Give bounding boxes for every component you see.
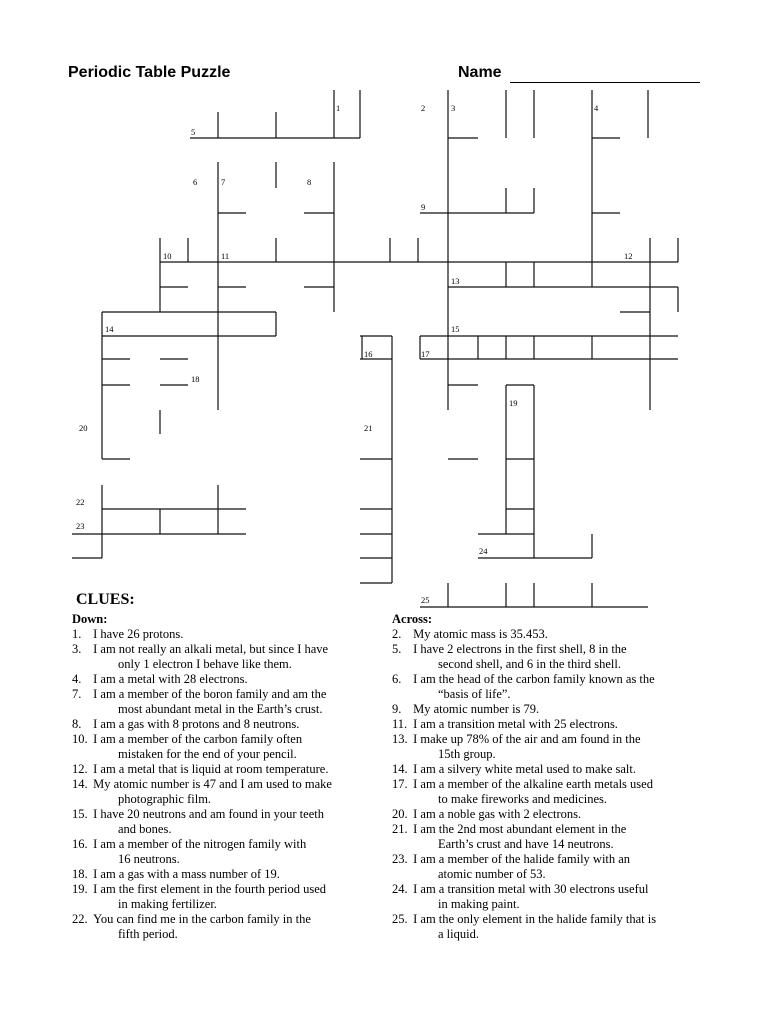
- clue-number: 10.: [72, 732, 88, 746]
- grid-number-19: 19: [509, 398, 518, 408]
- grid-number-3: 3: [451, 103, 456, 113]
- grid-number-12: 12: [624, 251, 633, 261]
- name-label: Name: [458, 64, 502, 81]
- grid-lines: [72, 90, 678, 607]
- clue-text-continued: “basis of life”.: [438, 687, 511, 701]
- clue-text: I am a metal that is liquid at room temperature.: [90, 762, 329, 776]
- grid-number-8: 8: [307, 177, 312, 187]
- across-clue: [392, 762, 712, 777]
- clue-text: My atomic number is 79.: [410, 702, 540, 716]
- clue-text-continued: in making paint.: [438, 897, 520, 911]
- clue-text-continued: atomic number of 53.: [438, 867, 546, 881]
- grid-number-22: 22: [76, 497, 85, 507]
- clue-text: I am the head of the carbon family known as the: [410, 672, 655, 686]
- down-clue: [72, 762, 387, 777]
- across-clue: [392, 852, 712, 882]
- clue-number: 11.: [392, 717, 408, 731]
- clue-text-continued: photographic film.: [118, 792, 212, 806]
- clue-number: 2.: [392, 627, 402, 641]
- across-clue: [392, 822, 712, 852]
- grid-number-10: 10: [163, 251, 172, 261]
- down-clue: [72, 717, 387, 732]
- clue-text: I am a member of the boron family and am the: [90, 687, 327, 701]
- clue-number: 22.: [72, 912, 88, 926]
- clue-text-continued: 16 neutrons.: [118, 852, 180, 866]
- down-clue: [72, 912, 387, 942]
- grid-number-9: 9: [421, 202, 426, 212]
- across-clue: [392, 912, 712, 942]
- grid-number-20: 20: [79, 423, 88, 433]
- clue-text: I have 2 electrons in the first shell, 8 in the: [410, 642, 627, 656]
- across-clue: [392, 642, 712, 672]
- down-clue: [72, 627, 387, 642]
- clue-text-continued: and bones.: [118, 822, 172, 836]
- grid-number-11: 11: [221, 251, 230, 261]
- clue-number: 8.: [72, 717, 82, 731]
- clue-text: I have 26 protons.: [90, 627, 184, 641]
- down-clue: [72, 882, 387, 912]
- grid-number-6: 6: [193, 177, 198, 187]
- clue-text: I am a gas with a mass number of 19.: [90, 867, 280, 881]
- grid-number-23: 23: [76, 521, 85, 531]
- clue-number: 17.: [392, 777, 408, 791]
- down-clue: [72, 807, 387, 837]
- across-clue: [392, 717, 712, 732]
- grid-number-17: 17: [421, 349, 430, 359]
- clue-text: I am the only element in the halide family that is: [410, 912, 657, 926]
- clue-text: I am a noble gas with 2 electrons.: [410, 807, 582, 821]
- down-heading: Down:: [72, 612, 108, 626]
- down-clue: [72, 732, 387, 762]
- clue-number: 14.: [392, 762, 408, 776]
- down-clues: [72, 612, 387, 942]
- down-clue: [72, 672, 387, 687]
- clue-text-continued: most abundant metal in the Earth’s crust.: [118, 702, 323, 716]
- clue-text-continued: mistaken for the end of your pencil.: [118, 747, 297, 761]
- across-clue: [392, 732, 712, 762]
- grid-number-21: 21: [364, 423, 373, 433]
- grid-number-18: 18: [191, 374, 200, 384]
- across-clue: [392, 702, 712, 717]
- across-clues: [392, 612, 712, 942]
- clue-number: 14.: [72, 777, 88, 791]
- clue-text: You can find me in the carbon family in the: [90, 912, 311, 926]
- clue-text: I have 20 neutrons and am found in your teeth: [90, 807, 324, 821]
- clue-text: I am a member of the carbon family often: [90, 732, 303, 746]
- grid-number-14: 14: [105, 324, 114, 334]
- down-clue: [72, 837, 387, 867]
- clue-text-continued: 15th group.: [438, 747, 496, 761]
- grid-number-1: 1: [336, 103, 341, 113]
- clue-number: 18.: [72, 867, 88, 881]
- grid-number-7: 7: [221, 177, 226, 187]
- clue-text: I am a member of the alkaline earth metals used: [410, 777, 653, 791]
- clue-text: I am a silvery white metal used to make salt.: [410, 762, 636, 776]
- clue-text: I am a transition metal with 30 electrons useful: [410, 882, 649, 896]
- clue-number: 5.: [392, 642, 402, 656]
- clue-text: My atomic number is 47 and I am used to make: [90, 777, 332, 791]
- clue-number: 13.: [392, 732, 408, 746]
- clue-number: 3.: [72, 642, 82, 656]
- clue-text: My atomic mass is 35.453.: [410, 627, 548, 641]
- clue-number: 19.: [72, 882, 88, 896]
- clue-number: 9.: [392, 702, 402, 716]
- clue-text-continued: a liquid.: [438, 927, 479, 941]
- across-clue: [392, 807, 712, 822]
- across-clue: [392, 672, 712, 702]
- clue-number: 23.: [392, 852, 408, 866]
- clue-number: 25.: [392, 912, 408, 926]
- down-clue: [72, 777, 387, 807]
- grid-number-25: 25: [421, 595, 430, 605]
- clue-number: 7.: [72, 687, 82, 701]
- clue-text: I am not really an alkali metal, but since I have: [90, 642, 329, 656]
- page-title: Periodic Table Puzzle: [68, 64, 231, 81]
- clue-text-continued: to make fireworks and medicines.: [438, 792, 608, 806]
- clue-text: I am a transition metal with 25 electrons.: [410, 717, 618, 731]
- clue-number: 21.: [392, 822, 408, 836]
- clue-text: I am a metal with 28 electrons.: [90, 672, 248, 686]
- grid-number-24: 24: [479, 546, 488, 556]
- clue-number: 16.: [72, 837, 88, 851]
- clue-number: 1.: [72, 627, 82, 641]
- grid-number-13: 13: [451, 276, 460, 286]
- down-clue: [72, 867, 387, 882]
- across-heading: Across:: [392, 612, 433, 626]
- grid-number-2: 2: [421, 103, 426, 113]
- clue-number: 20.: [392, 807, 408, 821]
- across-clue: [392, 882, 712, 912]
- clue-text-continued: Earth’s crust and have 14 neutrons.: [438, 837, 614, 851]
- clue-text: I am a member of the halide family with an: [410, 852, 631, 866]
- grid-number-4: 4: [594, 103, 599, 113]
- clue-text: I am the first element in the fourth period used: [90, 882, 327, 896]
- clue-text-continued: second shell, and 6 in the third shell.: [438, 657, 621, 671]
- clues-heading: CLUES:: [76, 591, 135, 608]
- clue-number: 4.: [72, 672, 82, 686]
- clue-number: 15.: [72, 807, 88, 821]
- clue-text: I am a member of the nitrogen family with: [90, 837, 307, 851]
- clue-text-continued: fifth period.: [118, 927, 178, 941]
- grid-number-15: 15: [451, 324, 460, 334]
- across-clue: [392, 777, 712, 807]
- grid-number-5: 5: [191, 127, 196, 137]
- grid-number-16: 16: [364, 349, 373, 359]
- down-clue: [72, 642, 387, 672]
- clue-text: I am a gas with 8 protons and 8 neutrons.: [90, 717, 300, 731]
- clue-text: I make up 78% of the air and am found in the: [410, 732, 641, 746]
- clue-number: 12.: [72, 762, 88, 776]
- clue-number: 6.: [392, 672, 402, 686]
- clue-text-continued: only 1 electron I behave like them.: [118, 657, 292, 671]
- across-clue: [392, 627, 712, 642]
- clue-text-continued: in making fertilizer.: [118, 897, 217, 911]
- clue-text: I am the 2nd most abundant element in the: [410, 822, 627, 836]
- clue-number: 24.: [392, 882, 408, 896]
- down-clue: [72, 687, 387, 717]
